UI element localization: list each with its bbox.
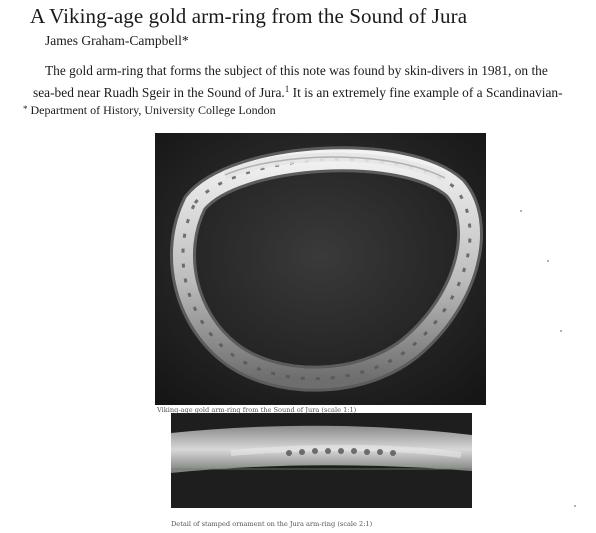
paragraph-line-1: The gold arm-ring that forms the subject of this note was found by skin-divers in 1981, on the (45, 63, 548, 78)
paragraph-line-2-end: It is an extremely fine example of a Scandinavian- (289, 85, 563, 100)
footnote (23, 103, 276, 118)
footnote-text: Department of History, University College London (30, 103, 276, 117)
scan-speck (560, 330, 562, 332)
footnote-reference: 1 (284, 84, 290, 94)
paragraph-line-2 (33, 80, 581, 102)
scan-speck (520, 210, 522, 212)
paragraph-line-2-start: sea-bed near Ruadh Sgeir in the Sound of Jura. (33, 85, 285, 100)
figure-1-caption: Viking-age gold arm-ring from the Sound of Jura (scale 1:1) (157, 406, 357, 414)
figure-2-caption: Detail of stamped ornament on the Jura arm-ring (scale 2:1) (171, 520, 373, 528)
article-title: A Viking-age gold arm-ring from the Sound of Jura (30, 4, 468, 28)
scan-speck (547, 260, 549, 262)
article-author: James Graham-Campbell* (45, 33, 189, 48)
scan-speck (574, 505, 576, 507)
body-paragraph (33, 62, 581, 102)
arm-ring-photograph (155, 133, 486, 405)
stamped-ornament-detail-photograph (171, 413, 472, 508)
footnote-marker: * (23, 104, 28, 114)
